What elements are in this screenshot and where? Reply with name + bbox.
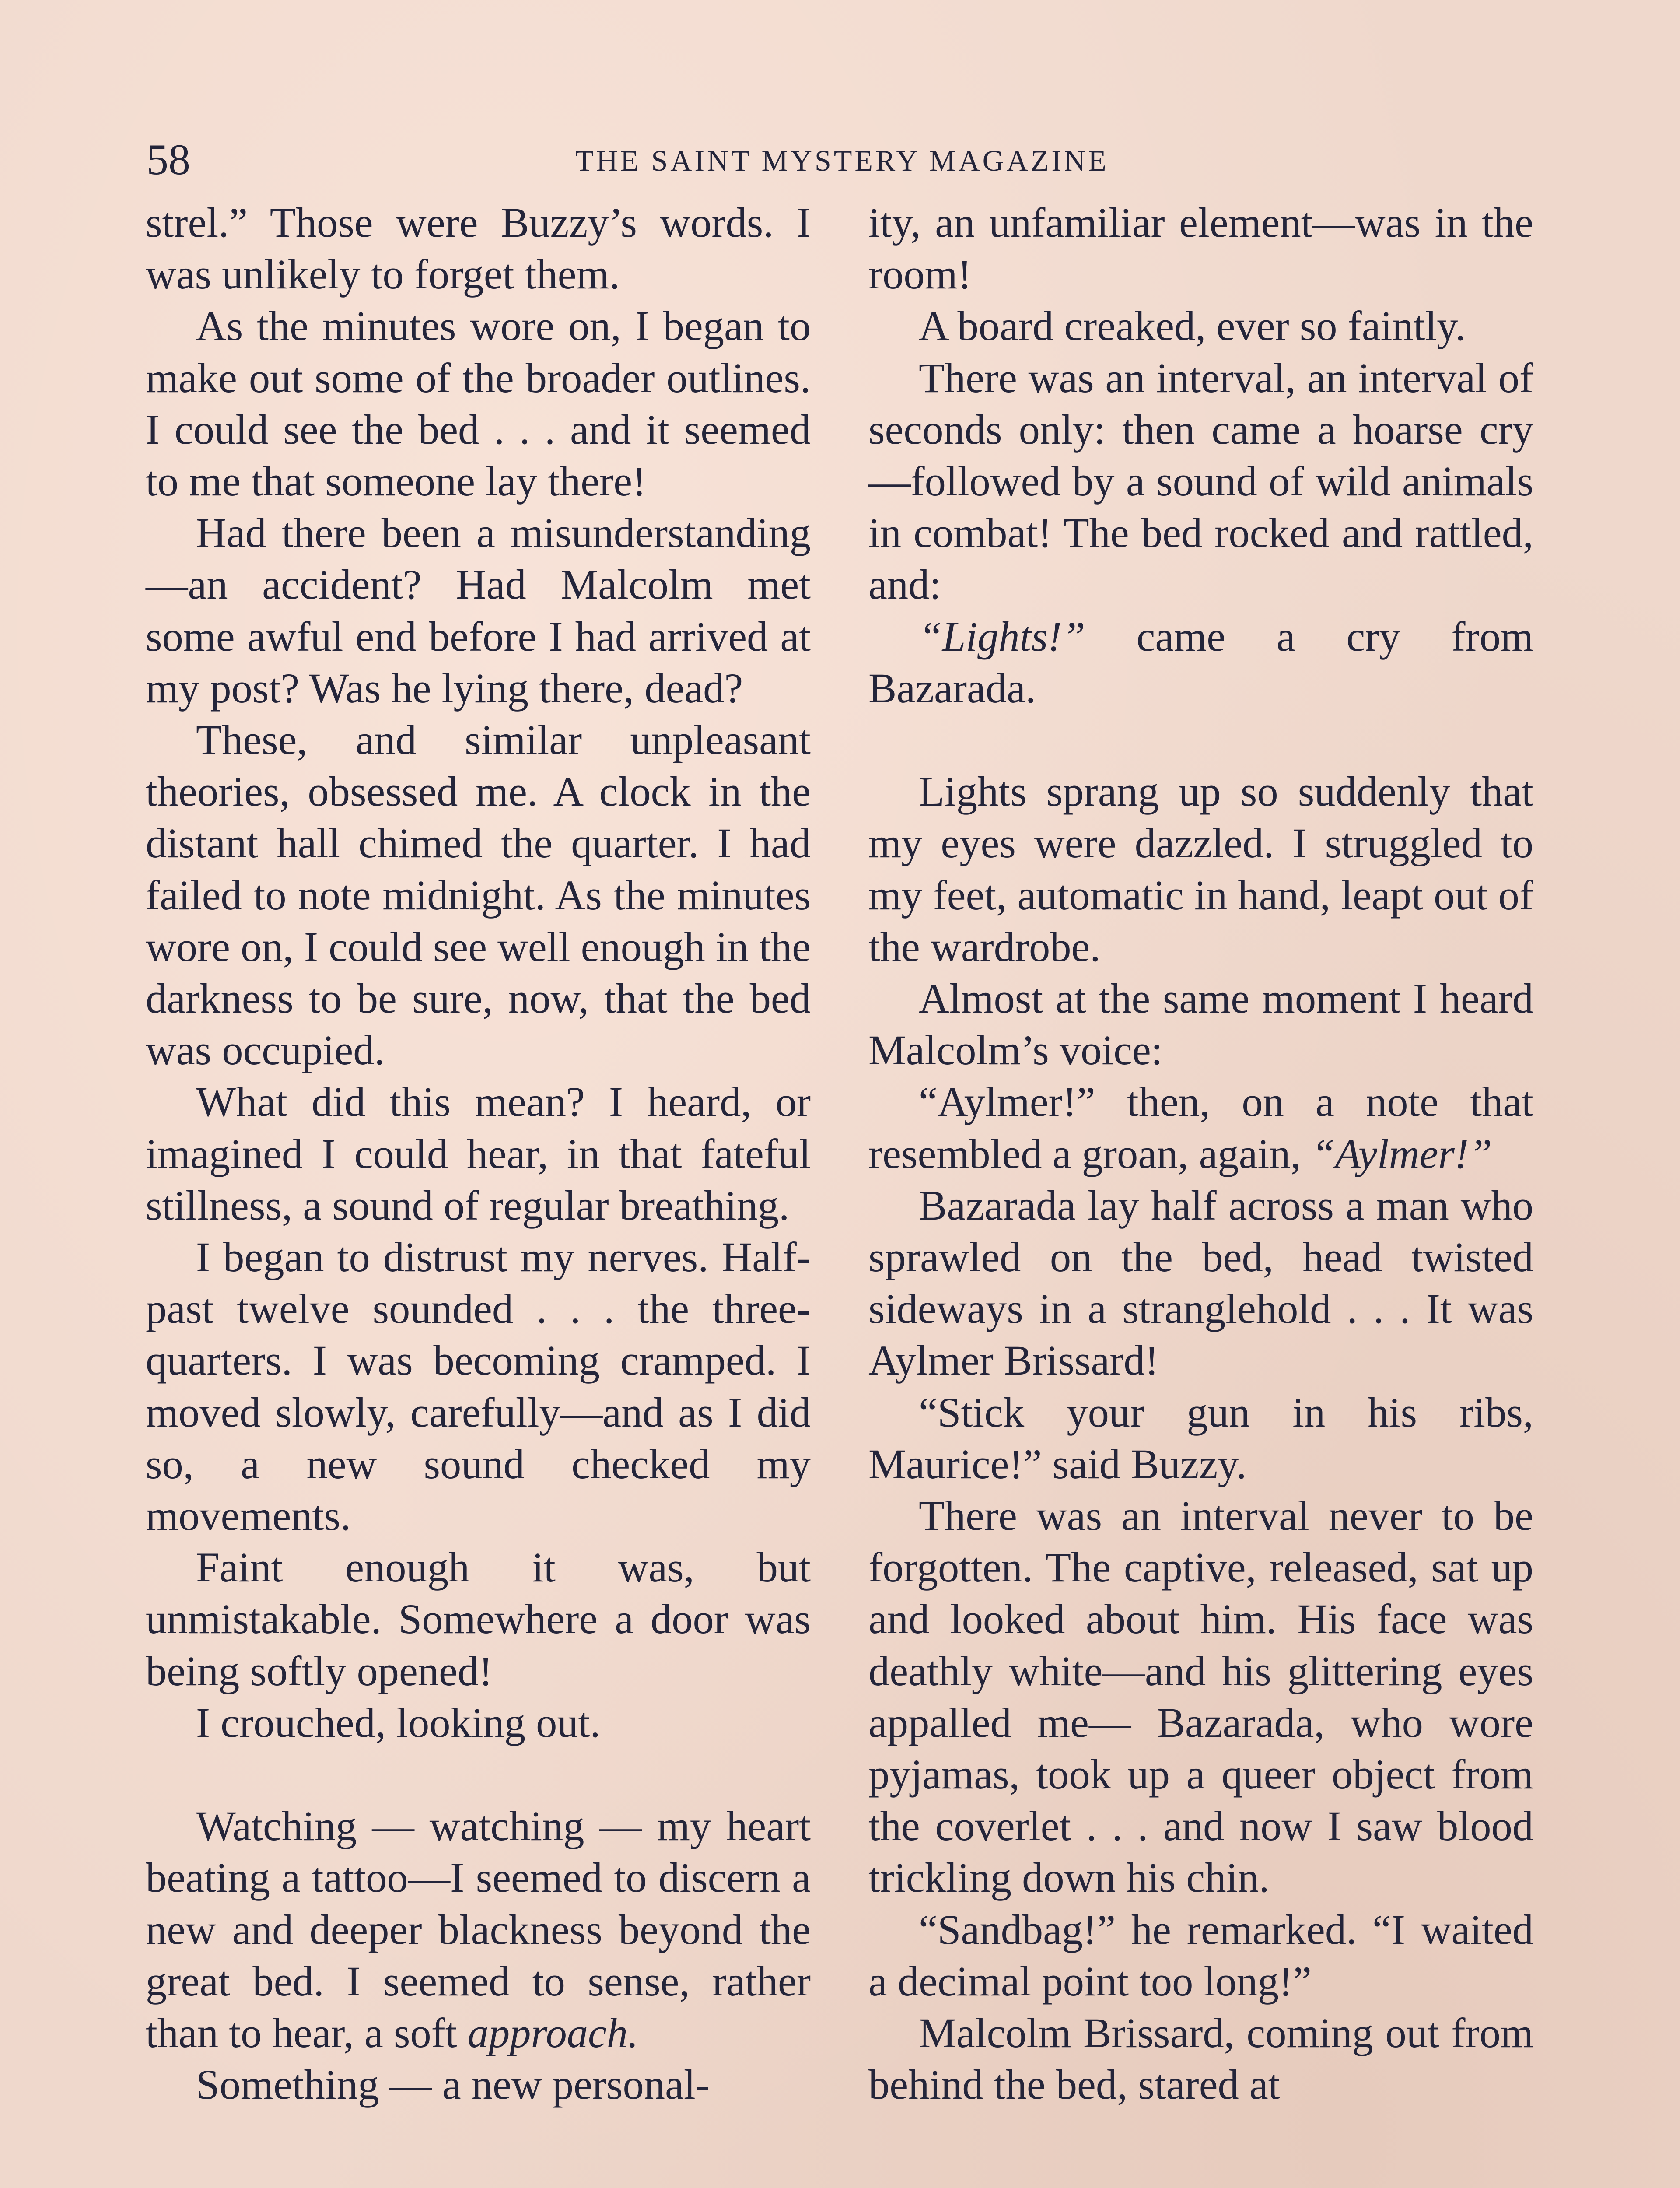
section-break bbox=[868, 714, 1533, 766]
right-column bbox=[868, 197, 1533, 2111]
paragraph: These, and similar unpleasant theories, obsessed me. A clock in the distant hall chimed the quarter. I had failed to note midnight. As the minutes wore on, I could see well enough in the darkness to be sure, now, that the bed was occupied. bbox=[146, 716, 811, 1074]
paragraph: I crouched, looking out. bbox=[196, 1699, 601, 1746]
paragraph: Almost at the same moment I heard Malcolm’s voice: bbox=[868, 975, 1533, 1074]
left-column bbox=[146, 197, 811, 2111]
paragraph: Something — a new personal- bbox=[196, 2061, 710, 2108]
paragraph: I began to distrust my nerves. Half-past twelve sounded . . . the three-quarters. I was becoming cramped. I moved slowly, carefully—and as I did so, a new sound checked my movements. bbox=[146, 1234, 811, 1539]
paragraph: Bazarada lay half across a man who sprawled on the bed, head twisted sideways in a stranglehold . . . It was Aylmer Brissard! bbox=[868, 1182, 1533, 1384]
paragraph: “Sandbag!” he remarked. “I waited a decimal point too long!” bbox=[868, 1906, 1533, 2005]
paragraph: Lights sprang up so suddenly that my eyes were dazzled. I struggled to my feet, automatic in hand, leapt out of the wardrobe. bbox=[868, 768, 1533, 970]
paragraph: There was an interval, an interval of seconds only: then came a hoarse cry—followed by a sound of wild animals in combat! The bed rocked and rattled, and: bbox=[868, 354, 1533, 608]
paragraph: Faint enough it was, but unmistakable. Somewhere a door was being softly opened! bbox=[146, 1544, 811, 1694]
paragraph bbox=[868, 1076, 1533, 1179]
italic-text: “Lights!” bbox=[919, 613, 1085, 660]
section-break bbox=[146, 1749, 811, 1800]
italic-text: “Aylmer!” bbox=[1311, 1130, 1492, 1177]
paragraph: “Stick your gun in his ribs, Maurice!” said Buzzy. bbox=[868, 1389, 1533, 1487]
paragraph: strel.” Those were Buzzy’s words. I was unlikely to forget them. bbox=[146, 199, 811, 298]
paragraph-text: “Aylmer!” then, on a note that resembled a groan, again, bbox=[868, 1078, 1533, 1177]
italic-text: approach. bbox=[467, 2009, 639, 2057]
paragraph: ity, an unfamiliar element—was in the room! bbox=[868, 199, 1533, 298]
paragraph: A board creaked, ever so faintly. bbox=[919, 302, 1466, 350]
page-header bbox=[147, 136, 1538, 184]
paragraph bbox=[146, 1800, 811, 2059]
page-number: 58 bbox=[147, 135, 190, 184]
paragraph: As the minutes wore on, I began to make out some of the broader outlines. I could see the bed . . . and it seemed to me that someone lay there! bbox=[146, 302, 811, 505]
paragraph bbox=[868, 611, 1533, 714]
paragraph: There was an interval never to be forgotten. The captive, released, sat up and looked about him. His face was deathly white—and his glittering eyes appalled me— Bazarada, who wore pyjamas, took up a queer object from the coverlet . . . and now I saw blood trickling down his chin. bbox=[868, 1492, 1533, 1901]
paragraph-text: came a cry from Bazarada. bbox=[868, 613, 1534, 712]
paragraph: Had there been a misunderstanding—an accident? Had Malcolm met some awful end before I had arrived at my post? Was he lying there, dead? bbox=[146, 509, 811, 712]
paragraph: Malcolm Brissard, coming out from behind the bed, stared at bbox=[868, 2009, 1533, 2108]
paragraph-text: Watching — watching — my heart beating a tattoo—I seemed to discern a new and deeper blackness beyond the great bed. I seemed to sense, rather than to hear, a soft bbox=[146, 1802, 811, 2057]
paragraph: What did this mean? I heard, or imagined I could hear, in that fateful stillness, a sound of regular breathing. bbox=[146, 1078, 811, 1229]
running-title: THE SAINT MYSTERY MAGAZINE bbox=[575, 144, 1109, 177]
